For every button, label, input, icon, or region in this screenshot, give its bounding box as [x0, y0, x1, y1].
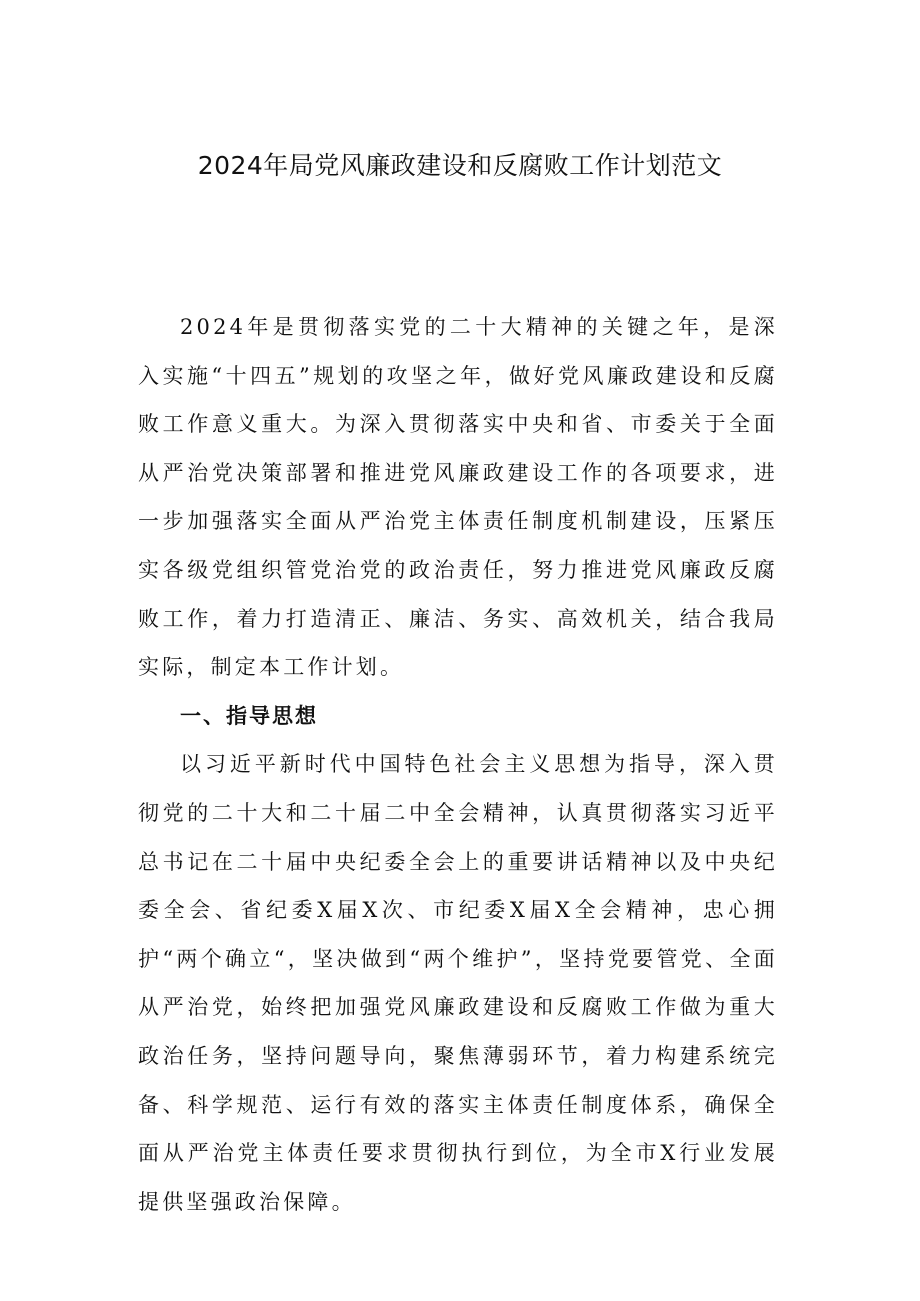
- document-title: 2024年局党风廉政建设和反腐败工作计划范文: [197, 151, 723, 180]
- document-body: [138, 303, 778, 1226]
- intro-paragraph: 2024年是贯彻落实党的二十大精神的关键之年，是深入实施“十四五”规划的攻坚之年，做好党风廉政建设和反腐败工作意义重大。为深入贯彻落实中央和省、市委关于全面从严治党决策部署和推进党风廉政建设工作的各项要求，进一步加强落实全面从严治党主体责任制度机制建设，压紧压实各级党组织管党治党的政治责任，努力推进党风廉政反腐败工作，着力打造清正、廉洁、务实、高效机关，结合我局实际，制定本工作计划。: [138, 315, 778, 680]
- guiding-ideology-paragraph: 以习近平新时代中国特色社会主义思想为指导，深入贯彻党的二十大和二十届二中全会精神，认真贯彻落实习近平总书记在二十届中央纪委全会上的重要讲话精神以及中央纪委全会、省纪委X届X次、市纪委X届X全会精神，忠心拥护“两个确立“，坚决做到“两个维护”，坚持党要管党、全面从严治党，始终把加强党风廉政建设和反腐败工作做为重大政治任务，坚持问题导向，聚焦薄弱环节，着力构建系统完备、科学规范、运行有效的落实主体责任制度体系，确保全面从严治党主体责任要求贯彻执行到位，为全市X行业发展提供坚强政治保障。: [138, 752, 778, 1214]
- section-heading-guiding-ideology: 一、指导思想: [180, 703, 318, 728]
